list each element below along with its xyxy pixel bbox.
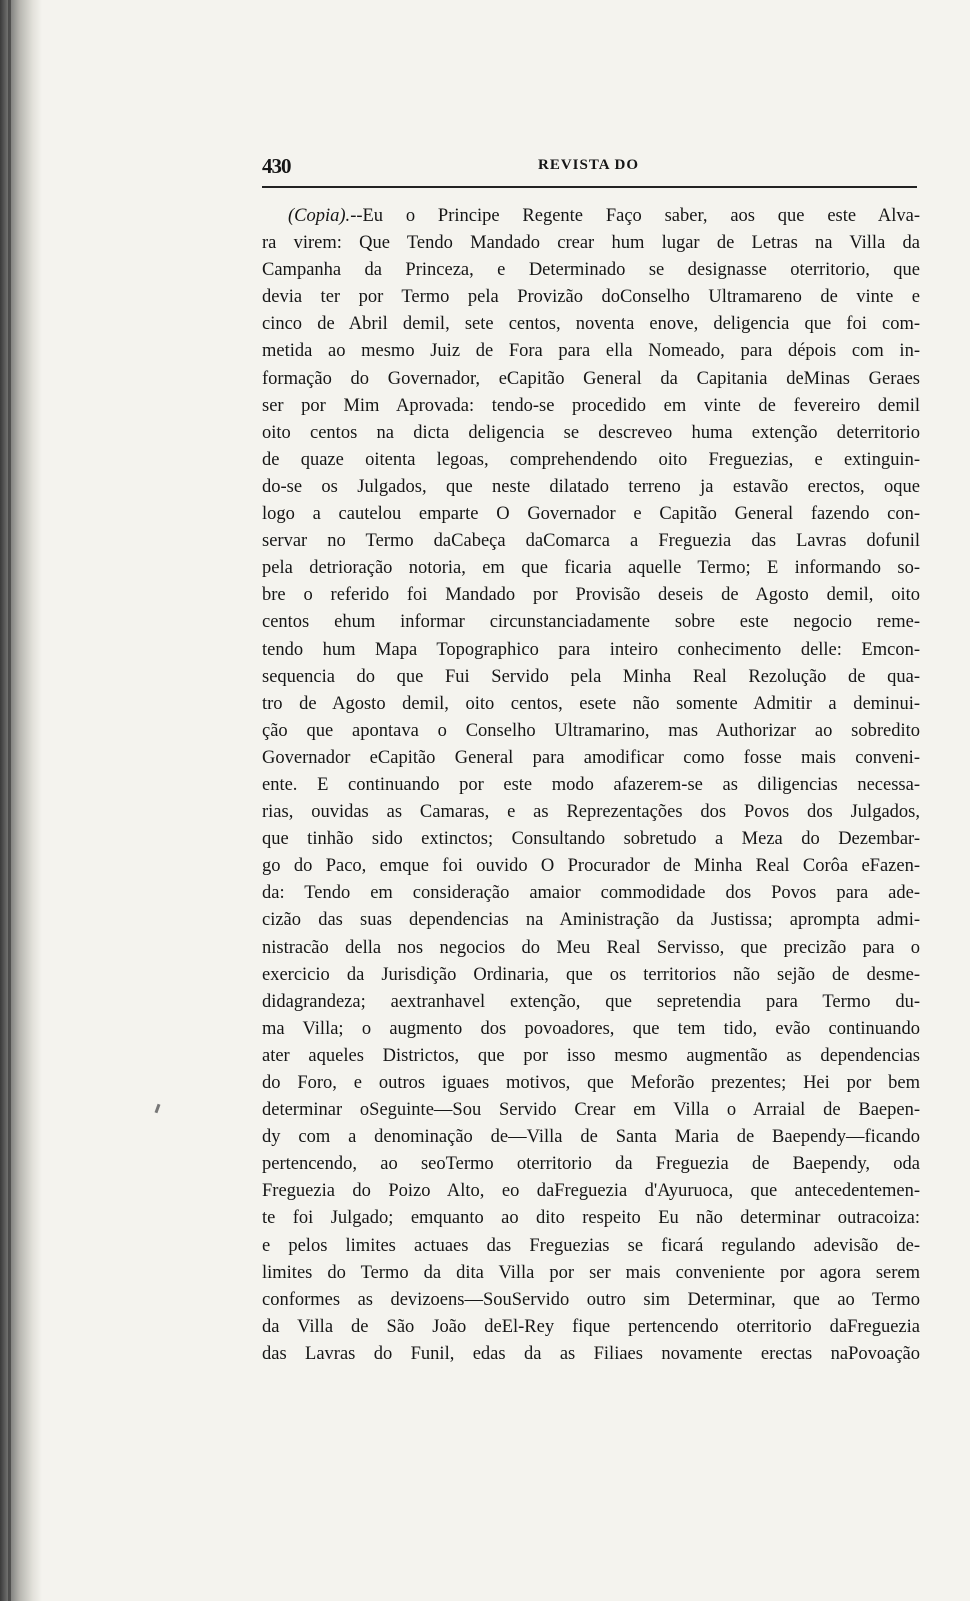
- text-line: [262, 203, 920, 230]
- text-line: centos ehum informar circunstanciadamente sobre este negocio reme-: [262, 612, 920, 633]
- running-title: REVISTA DO: [538, 157, 639, 173]
- text-line: ção que apontava o Conselho Ultramarino, mas Authorizar ao sobredito: [262, 720, 920, 741]
- text-line: nistracão della nos negocios do Meu Real Servisso, que precizão para o: [262, 937, 920, 958]
- text-line: limites do Termo da dita Villa por ser mais conveniente por agora serem: [262, 1262, 920, 1283]
- text-line: oito centos na dicta deligencia se descreveo huma extenção deterritorio: [262, 422, 920, 443]
- text-line: servar no Termo daCabeça daComarca a Freguezia das Lavras dofunil: [262, 531, 920, 552]
- text-line: Governador eCapitão General para amodificar como fosse mais conveni-: [262, 747, 920, 768]
- text-line: didagrandeza; aextranhavel extenção, que sepretendia para Termo du-: [262, 991, 920, 1012]
- text-line: determinar oSeguinte—Sou Servido Crear em Villa o Arraial de Baepen-: [262, 1100, 920, 1121]
- body-text: [262, 203, 920, 1368]
- text-line: de quaze oitenta legoas, comprehendendo oito Freguezias, e extinguin-: [262, 449, 920, 470]
- text-line: ma Villa; o augmento dos povoadores, que tem tido, evão continuando: [262, 1018, 920, 1039]
- text-line: formação do Governador, eCapitão General da Capitania deMinas Geraes: [262, 368, 920, 389]
- page-header: [262, 150, 917, 180]
- text-line: devia ter por Termo pela Provizão doConselho Ultramareno de vinte e: [262, 287, 920, 308]
- text-line: e pelos limites actuaes das Freguezias se ficará regulando adevisão de-: [262, 1235, 920, 1256]
- text-line: conformes as devizoens—SouServido outro sim Determinar, que ao Termo: [262, 1289, 920, 1310]
- text-line: das Lavras do Funil, edas da as Filiaes novamente erectas naPovoação: [262, 1343, 920, 1364]
- text-line: Campanha da Princeza, e Determinado se designasse oterritorio, que: [262, 260, 920, 281]
- text-line: ra virem: Que Tendo Mandado crear hum lugar de Letras na Villa da: [262, 233, 920, 254]
- text-line: tendo hum Mapa Topographico para inteiro conhecimento delle: Emcon-: [262, 639, 920, 660]
- text-line: te foi Julgado; emquanto ao dito respeito Eu não determinar outracoiza:: [262, 1208, 920, 1229]
- header-rule: [262, 186, 917, 188]
- text-line: sequencia do que Fui Servido pela Minha Real Rezolução de qua-: [262, 666, 920, 687]
- page-number: 430: [262, 154, 291, 178]
- text-line: Freguezia do Poizo Alto, eo daFreguezia d'Ayuruoca, que antecedentemen-: [262, 1181, 920, 1202]
- text-line: cizão das suas dependencias na Aministração da Justissa; aprompta admi-: [262, 910, 920, 931]
- text-line: da: Tendo em consideração amaior commodidade dos Povos para ade-: [262, 883, 920, 904]
- text-line: ente. E continuando por este modo afazerem-se as diligencias necessa-: [262, 774, 920, 795]
- text-line: tro de Agosto demil, oito centos, esete não somente Admitir a deminui-: [262, 693, 920, 714]
- text-line: exercicio da Jurisdição Ordinaria, que os territorios não sejão de desme-: [262, 964, 920, 985]
- book-binding-edge: [0, 0, 42, 1601]
- text-line: que tinhão sido extinctos; Consultando sobretudo a Meza do Dezembar-: [262, 829, 920, 850]
- text-line: da Villa de São João deEl-Rey fique pertencendo oterritorio daFreguezia: [262, 1316, 920, 1337]
- text-line: rias, ouvidas as Camaras, e as Reprezentações dos Povos dos Julgados,: [262, 802, 920, 823]
- text-line: go do Paco, emque foi ouvido O Procurador de Minha Real Corôa eFazen-: [262, 856, 920, 877]
- text-line: dy com a denominação de—Villa de Santa Maria de Baependy—ficando: [262, 1127, 920, 1148]
- text-line: logo a cautelou emparte O Governador e Capitão General fazendo con-: [262, 504, 920, 525]
- text-line: do Foro, e outros iguaes motivos, que Meforão prezentes; Hei por bem: [262, 1073, 920, 1093]
- text-line: ser por Mim Aprovada: tendo-se procedido em vinte de fevereiro demil: [262, 395, 920, 416]
- text-line: pela detrioração notoria, em que ficaria aquelle Termo; E informando so-: [262, 558, 920, 579]
- text-line-content: --Eu o Principe Regente Faço saber, aos que este Alva-: [350, 206, 920, 226]
- text-line: pertencendo, ao seoTermo oterritorio da Freguezia de Baependy, oda: [262, 1154, 920, 1175]
- margin-mark: [155, 1104, 161, 1113]
- text-line: cinco de Abril demil, sete centos, noventa enove, deligencia que foi com-: [262, 314, 920, 335]
- text-line: do-se os Julgados, que neste dilatado terreno ja estavão erectos, oque: [262, 476, 920, 497]
- copia-label: (Copia).: [288, 206, 351, 226]
- text-line: metida ao mesmo Juiz de Fora para ella Nomeado, para dépois com in-: [262, 341, 920, 362]
- text-line: ater aqueles Districtos, que por isso mesmo augmentão as dependencias: [262, 1045, 920, 1066]
- text-line: bre o referido foi Mandado por Provisão deseis de Agosto demil, oito: [262, 585, 920, 606]
